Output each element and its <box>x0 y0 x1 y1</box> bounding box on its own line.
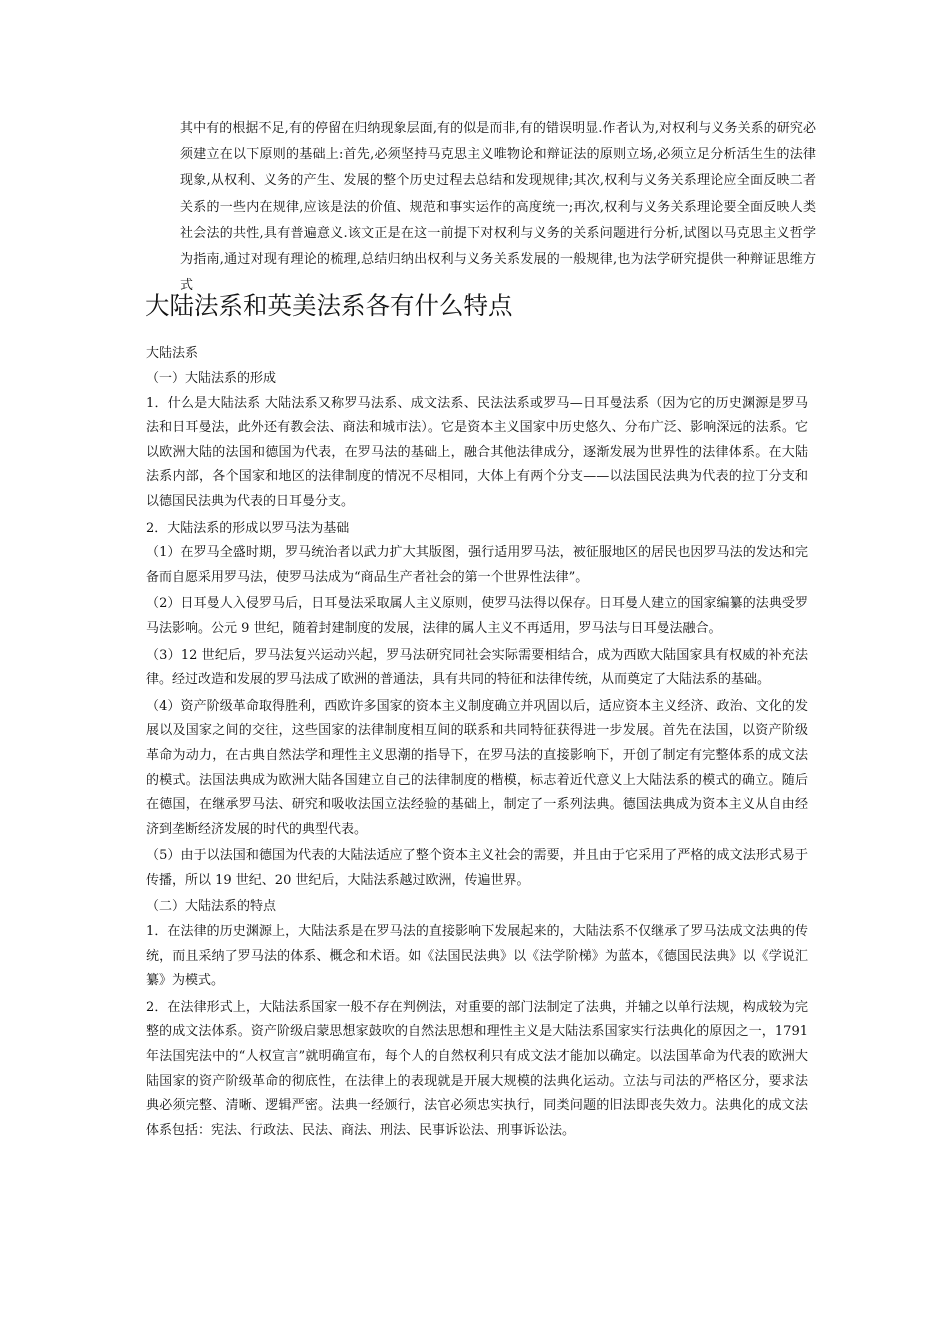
paragraph-point-3: （3）12 世纪后，罗马法复兴运动兴起，罗马法研究同社会实际需要相结合，成为西欧大陆国家具有权威的补充法律。经过改造和发展的罗马法成了欧洲的普通法，具有共同的特征和法律传统，从而奠定了大陆法系的基础。 <box>146 647 808 688</box>
paragraph-definition: 1．什么是大陆法系 大陆法系又称罗马法系、成文法系、民法法系或罗马—日耳曼法系（因为它的历史渊源是罗马法和日耳曼法，此外还有教会法、商法和城市法）。它是资本主义国家中历史悠久、分布广泛、影响深远的法系。它以欧洲大陆的法国和德国为代表，在罗马法的基础上，融合其他法律成分，逐渐发展为世界性的法律体系。在大陆法系内部，各个国家和地区的法律制度的情况不尽相同，大体上有两个分支——以法国民法典为代表的拉丁分支和以德国民法典为代表的日耳曼分支。 <box>146 395 808 509</box>
paragraph-point-1: （1）在罗马全盛时期，罗马统治者以武力扩大其版图，强行适用罗马法，被征服地区的居民也因罗马法的发达和完备而自愿采用罗马法，使罗马法成为“商品生产者社会的第一个世界性法律”。 <box>146 545 808 585</box>
subheading-features: （二）大陆法系的特点 <box>146 899 277 915</box>
paragraph-point-4: （4）资产阶级革命取得胜利，西欧许多国家的资本主义制度确立并巩固以后，适应资本主义经济、政治、文化的发展以及国家之间的交往，这些国家的法律制度相互间的联系和共同特征获得进一步发展。首先在法国，以资产阶级革命为动力，在古典自然法学和理性主义思潮的指导下，在罗马法的直接影响下，开创了制定有完整体系的成文法的模式。法国法典成为欧洲大陆各国建立自己的法律制度的楷模，标志着近代意义上大陆法系的模式的确立。随后在德国，在继承罗马法、研究和吸收法国立法经验的基础上，制定了一系列法典。德国法典成为资本主义从自由经济到垄断经济发展的时代的典型代表。 <box>146 698 808 837</box>
paragraph-feature-2: 2．在法律形式上，大陆法系国家一般不存在判例法，对重要的部门法制定了法典，并辅之以单行法规，构成较为完整的成文法体系。资产阶级启蒙思想家鼓吹的自然法思想和理性主义是大陆法系国家实行法典化的原因之一，1791 年法国宪法中的“人权宣言”就明确宣布，每个人的自然权利只有成文法才能加以确定。以法国革命为代表的欧洲大陆国家的资产阶级革命的彻底性，在法律上的表现就是开展大规模的法典化运动。立法与司法的严格区分，要求法典必须完整、清晰、逻辑严密。法典一经颁行，法官必须忠实执行，同类问题的旧法即丧失效力。法典化的成文法体系包括：宪法、行政法、民法、商法、刑法、民事诉讼法、刑事诉讼法。 <box>146 999 808 1138</box>
subheading-roman-basis: 2．大陆法系的形成以罗马法为基础 <box>146 520 350 536</box>
section-label: 大陆法系 <box>146 346 199 361</box>
intro-paragraph: 其中有的根据不足,有的停留在归纳现象层面,有的似是而非,有的错误明显.作者认为,对权利与义务关系的研究必须建立在以下原则的基础上:首先,必须坚持马克思主义唯物论和辩证法的原则立场,必须立足分析活生生的法律现象,从权利、义务的产生、发展的整个历史过程去总结和发现规律;其次,权利与义务关系理论应全面反映二者关系的一些内在规律,应该是法的价值、规范和事实运作的高度统一;再次,权利与义务关系理论要全面反映人类社会法的共性,具有普遍意义.该文正是在这一前提下对权利与义务的关系问题进行分析,试图以马克思主义哲学为指南,通过对现有理论的梳理,总结归纳出权利与义务关系发展的一般规律,也为法学研究提供一种辩证思维方式 <box>180 121 816 294</box>
paragraph-point-5: （5）由于以法国和德国为代表的大陆法适应了整个资本主义社会的需要，并且由于它采用了严格的成文法形式易于传播，所以 19 世纪、20 世纪后，大陆法系越过欧洲，传遍世界。 <box>146 848 808 888</box>
paragraph-point-2: （2）日耳曼人入侵罗马后，日耳曼法采取属人主义原则，使罗马法得以保存。日耳曼人建立的国家编纂的法典受罗马法影响。公元 9 世纪，随着封建制度的发展，法律的属人主义不再适用，罗马法与日耳曼法融合。 <box>146 596 808 636</box>
subheading-formation: （一）大陆法系的形成 <box>146 371 277 386</box>
paragraph-feature-1: 1．在法律的历史渊源上，大陆法系是在罗马法的直接影响下发展起来的，大陆法系不仅继承了罗马法成文法典的传统，而且采纳了罗马法的体系、概念和术语。如《法国民法典》以《法学阶梯》为蓝本，《德国民法典》以《学说汇纂》为模式。 <box>146 924 808 989</box>
main-title: 大陆法系和英美法系各有什么特点 <box>145 291 513 320</box>
article-body <box>146 367 808 1145</box>
